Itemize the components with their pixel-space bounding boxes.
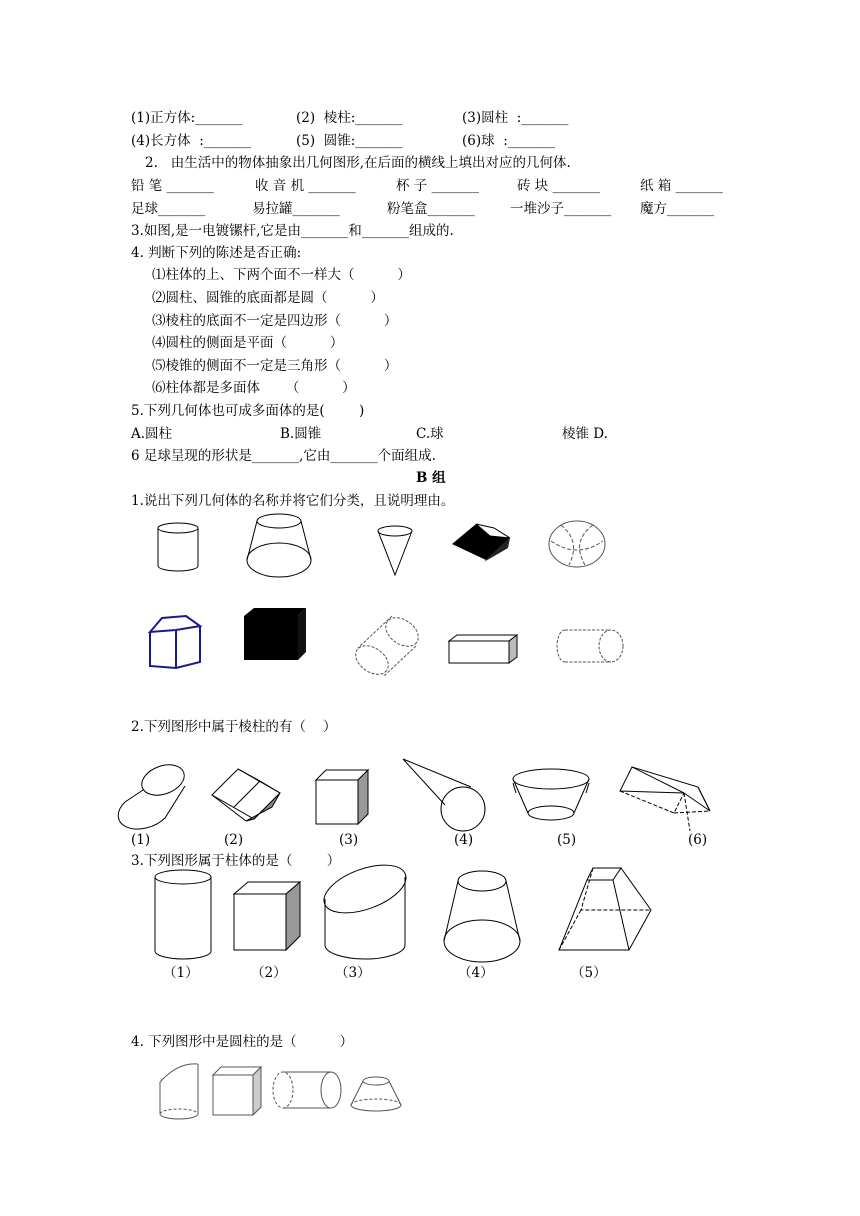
b1-tilted-cylinder-icon: [352, 612, 424, 680]
b3-label: （3）: [335, 965, 371, 981]
q4-prompt: 4. 判断下列的陈述是否正确:: [131, 245, 302, 261]
q3-text: 3.如图,是一电镀镙杆,它是由_______和_______组成的.: [131, 223, 454, 239]
q2-row2-item: 易拉罐_______: [252, 201, 340, 217]
b2-label: (5): [557, 832, 577, 848]
q4-item: ⑶棱柱的底面不一定是四边形（ ）: [152, 313, 398, 329]
b4-frustum-icon: [349, 1075, 403, 1113]
b3-cube-icon: [232, 880, 302, 952]
q2-row1-item: 杯 子 _______: [396, 178, 479, 194]
q1-item-4: (4)长方体 :_______: [131, 133, 252, 149]
b1-prompt: 1.说出下列几何体的名称并将它们分类，且说明理由。: [131, 493, 455, 509]
q4-item: ⑸棱锥的侧面不一定是三角形（ ）: [152, 358, 398, 374]
b2-prism-icon: [210, 767, 282, 823]
b1-cuboid-icon: [447, 633, 519, 665]
q2-row2-item: 粉笔盒_______: [387, 201, 475, 217]
q2-row1-item: 砖 块 _______: [517, 178, 600, 194]
b1-black-prism-icon: [450, 522, 514, 564]
q2-prompt: 2. 由生活中的物体抽象出几何图形,在后面的横线上填出对应的几何体.: [145, 155, 571, 171]
b4-slanted-cylinder-icon: [158, 1060, 200, 1122]
b3-label: （4）: [458, 965, 494, 981]
b1-frustum-icon: [244, 513, 314, 579]
q1-item-1: (1)正方体:_______: [131, 110, 243, 126]
q2-row1-item: 收 音 机 _______: [255, 178, 356, 194]
b2-cone-icon: [401, 757, 487, 835]
b1-black-cube-icon: [242, 608, 308, 662]
b1-sphere-icon: [547, 519, 607, 569]
b2-frustum-icon: [510, 767, 592, 827]
b3-frustum-prism-icon: [557, 866, 653, 952]
b3-label: （2）: [251, 965, 287, 981]
q1-item-3: (3)圆柱 :_______: [462, 110, 569, 126]
q1-item-5: (5) 圆锥:_______: [296, 133, 403, 149]
q4-item: ⑵圆柱、圆锥的底面都是圆（ ）: [152, 290, 384, 306]
b2-prompt: 2.下列图形中属于棱柱的有（ ）: [131, 719, 337, 735]
q1-item-6: (6)球 :_______: [462, 133, 556, 149]
q6-text: 6 足球呈现的形状是_______,它由_______个面组成.: [131, 448, 436, 464]
q2-row1-item: 铅 笔 _______: [131, 178, 214, 194]
q4-item: ⑷圆柱的侧面是平面（ ）: [152, 335, 344, 351]
group-b-title: B 组: [416, 470, 446, 486]
b3-label: （1）: [163, 965, 199, 981]
b2-label: (3): [339, 832, 359, 848]
b1-pentagonal-prism-icon: [148, 614, 204, 670]
b2-cube-icon: [314, 768, 370, 826]
b2-label: (2): [224, 832, 244, 848]
b1-horizontal-cylinder-icon: [553, 628, 625, 664]
b4-cube-icon: [211, 1065, 263, 1117]
q2-row2-item: 足球_______: [131, 201, 206, 217]
b3-cylinder-icon: [153, 869, 213, 961]
b3-prompt: 3.下列图形属于柱体的是（ ）: [131, 853, 341, 869]
q2-row2-item: 魔方_______: [640, 201, 715, 217]
b3-label: （5）: [571, 965, 607, 981]
q2-row2-item: 一堆沙子_______: [510, 201, 612, 217]
b2-triangular-prism-icon: [614, 763, 712, 835]
b3-frustum-icon: [440, 869, 524, 965]
q5-option-a: A.圆柱: [131, 426, 173, 442]
b4-prompt: 4. 下列图形中是圆柱的是（ ）: [131, 1034, 354, 1050]
b2-label: (6): [688, 832, 708, 848]
q1-item-2: (2) 棱柱:_______: [296, 110, 403, 126]
q5-option-b: B.圆锥: [280, 426, 322, 442]
q5-option-d: 棱锥 D.: [562, 426, 608, 442]
q5-option-c: C.球: [416, 426, 444, 442]
b2-label: (1): [131, 832, 151, 848]
q5-prompt: 5.下列几何体也可成多面体的是( ): [131, 403, 365, 419]
b1-cone-icon: [376, 525, 414, 577]
q4-item: ⑴柱体的上、下两个面不一样大（ ）: [152, 267, 411, 283]
b1-cylinder-icon: [155, 522, 201, 574]
q2-row1-item: 纸 箱 _______: [640, 178, 723, 194]
b4-horizontal-cylinder-icon: [271, 1070, 343, 1110]
b2-label: (4): [454, 832, 474, 848]
b3-oblique-cylinder-icon: [322, 863, 408, 963]
q4-item: ⑹柱体都是多面体 （ ）: [152, 380, 356, 396]
b2-tilted-cylinder-icon: [121, 762, 189, 826]
